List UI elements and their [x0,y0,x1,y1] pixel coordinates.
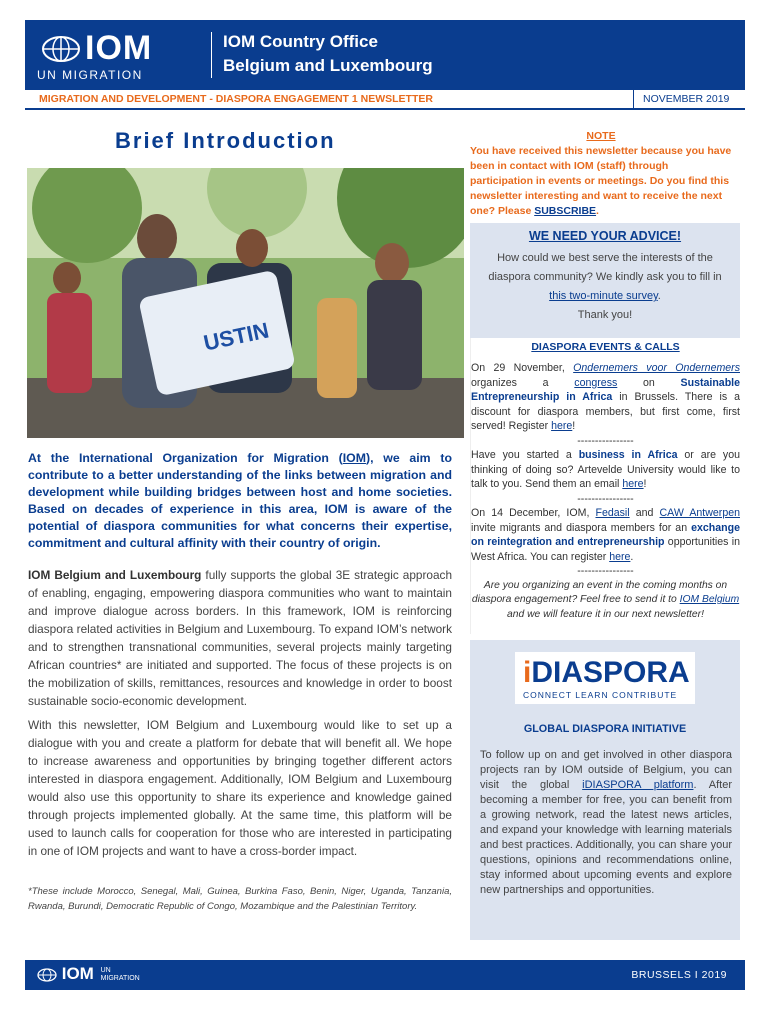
footer-location-year: BRUSSELS I 2019 [631,969,727,981]
footer-un: UN [100,966,111,974]
idiaspora-logo[interactable] [515,652,695,704]
email-link[interactable]: here [622,478,644,490]
advice-body [470,249,740,325]
note-heading: NOTE [586,130,616,142]
fedasil-link[interactable]: Fedasil [595,507,630,519]
advice-text: How could we best serve the interests of the diaspora community? We kindly ask you to fill in [488,252,722,283]
gdi-text-a: To follow up on and get involved in other diaspora projects ran by IOM outside of Belgium, you can visit the global [480,749,732,791]
intro-paragraph-1 [28,566,452,710]
caw-antwerpen-link[interactable]: CAW Antwerpen [659,507,740,519]
subscribe-link[interactable]: SUBSCRIBE [534,205,597,217]
newsletter-subbar [25,90,745,110]
logo-iom-text: IOM [85,29,153,67]
event-separator: ---------------- [577,492,634,505]
event-3-text-c: invite migrants and diaspora members for an [471,521,692,534]
event-3-text-b: and [629,507,660,519]
section-title: Brief Introduction [115,128,336,153]
header-title [223,30,433,78]
paragraph-1-text: fully supports the global 3E strategic approach of enabling, engaging, empowering diaspora communities who want to maintain and improve dialogue across borders. In this framework, IOM is reinforcing diaspora related activities in Belgium and Luxembourg. To expand IOM’s network and to strengthen transnational communities, several projects mainly targeting African countries* are initiated and supported. The focus of these projects is on the mobilization of skills, remittances, resources and knowledge in order to boost sustainable socio-economic development. [28,568,453,708]
gdi-body [480,748,732,898]
events-heading: DIASPORA EVENTS & CALLS [531,341,680,353]
advice-thanks: Thank you! [577,309,633,321]
footer-logo-text: IOM [61,964,94,983]
note-text: You have received this newsletter because you have been in contact with IOM (staff) through participation in events or meetings. Do you find this newsletter interesting and want to receive the next one? Please [470,145,732,217]
footer-migration: MIGRATION [100,974,140,982]
intro-lead-paragraph [28,450,452,552]
note-body [470,144,732,219]
event-3-text-e: . [630,550,634,563]
iom-link[interactable]: IOM [342,451,366,465]
cta-text-a: Are you organizing an event in the coming months on diaspora engagement? Feel free to send it to [471,579,728,605]
lead-text-after: ), we aim to contribute to a better understanding of the links between migration and development while building bridges between host and home societies. Based on decades of experience in this area, IOM is aware of the potential of diaspora communities for what concerns their expertise, commitment and cultural affinity with their country of origin. [28,451,452,550]
events-body [471,361,740,622]
iom-logo[interactable] [35,28,205,84]
subbar-separator [633,90,634,110]
survey-link[interactable]: this two-minute survey [549,290,658,302]
event-1-text-a: On 29 November, [471,362,574,374]
iom-belgium-link[interactable]: IOM Belgium [679,594,740,605]
footer-bar [25,960,745,990]
intro-paragraph-2: With this newsletter, IOM Belgium and Luxembourg would like to set up a dialogue with you and create a platform for debate that will benefit all. We hope to increase awareness and opportunities by bringing together different actors interested in diaspora engagement. Additionally, IOM Belgium and Luxembourg would also use this opportunity to share its experience and knowledge gained through projects implemented globally. At the same time, this platform will be used to launch calls for cooperation for those who are interested in participating in one of IOM projects and want to have a cross-border impact. [28,718,452,858]
idiaspora-i: i [523,656,532,689]
gdi-text-b: . After becoming a member for free, you can benefit from a growing network, read the latest news articles, and expand your knowledge with learning materials and best practices. Additionally, you can share your questions, opinions and recommendations online, stay informed about upcoming events and explore new partnerships and opportunities. [480,779,732,896]
advice-end: . [657,290,661,302]
lead-text-before: At the International Organization for Migration ( [28,451,343,465]
event-2-text-b: or are you thinking of doing so? Artevelde University would like to talk to you. Send them an email [471,449,740,490]
iom-belgium-bold: IOM Belgium and Luxembourg [28,568,202,582]
header-divider [211,32,212,78]
globe-icon [41,36,81,62]
congress-link[interactable]: congress [574,376,618,389]
footer-logo-un-migration [101,967,140,983]
event-1-text-e: ! [572,420,576,432]
event-1-text-b: organizes a [471,376,575,389]
event-1-text-c: on [617,376,681,389]
global-diaspora-panel [470,640,740,940]
idiaspora-main: DIASPORA [531,656,690,689]
advice-panel [470,223,740,338]
children-photo [27,168,464,438]
events-call-to-action [471,579,740,623]
idiaspora-platform-link[interactable]: iDIASPORA platform [582,779,694,791]
event-2-bold: business in Africa [578,449,678,461]
event-separator: ---------------- [577,565,634,577]
event-2-text-a: Have you started a [471,449,579,461]
events-panel [470,338,740,634]
photo-illustration [27,168,464,438]
idiaspora-tagline: CONNECT LEARN CONTRIBUTE [523,690,678,700]
logo-un-migration-text: UN MIGRATION [37,68,143,82]
register-link-1[interactable]: here [551,420,573,432]
register-link-2[interactable]: here [609,550,631,563]
idiaspora-wordmark [523,656,690,690]
event-2 [471,448,740,492]
subscribe-note [470,130,732,219]
advice-heading: WE NEED YOUR ADVICE! [528,229,682,243]
footer-iom-logo[interactable] [37,964,140,984]
newsletter-series-label: MIGRATION AND DEVELOPMENT - DIASPORA ENGAGEMENT 1 NEWSLETTER [39,93,433,105]
cta-text-b: and we will feature it in our next newsletter! [507,608,704,620]
event-separator: ---------------- [577,434,634,447]
header-title-line1: IOM Country Office [223,32,378,51]
event-3-bold: exchange on reintegration and entrepreneurship [471,521,740,548]
header-title-line2: Belgium and Luxembourg [223,56,433,75]
gdi-heading: GLOBAL DIASPORA INITIATIVE [523,723,687,735]
event-1 [471,361,740,434]
event-1-bold: Sustainable Entrepreneurship in Africa [471,376,741,403]
event-2-text-c: ! [643,478,647,490]
globe-icon [37,968,57,982]
svg-text:USTIN: USTIN [201,317,272,356]
event-3-text-a: On 14 December, IOM, [471,507,596,519]
event-3 [471,506,740,564]
header-banner [25,20,745,90]
note-end: . [596,205,599,217]
newsletter-date: NOVEMBER 2019 [643,93,730,105]
ondernemers-link[interactable]: Ondernemers voor Ondernemers [573,362,740,374]
event-3-text-d: opportunities in West Africa. You can register [471,536,740,563]
countries-footnote: *These include Morocco, Senegal, Mali, Guinea, Burkina Faso, Benin, Niger, Uganda, Tanzania, Rwanda, Burundi, Democratic Republic of Congo, Mozambique and the Palestinian Territory. [28,886,452,912]
event-1-text-d: in Brussels. There is a discount for diaspora members, but first come, first served! Register [471,391,740,432]
